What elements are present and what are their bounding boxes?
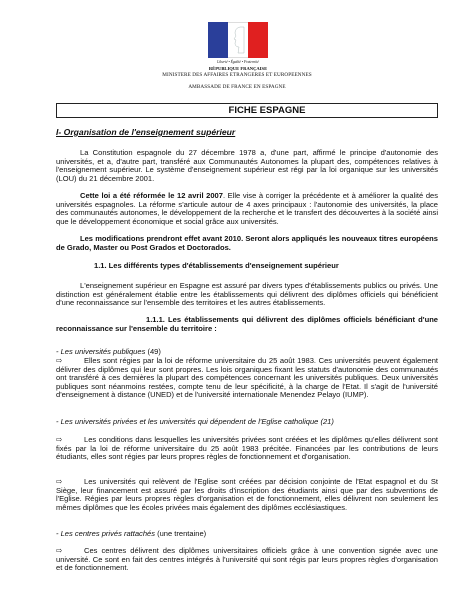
paragraph-eglise: ⇨ Les universités qui relèvent de l'Eglise sont créées par décision conjointe de l'Etat espagnol et du St Siège, leur financement est assuré par les droits d'inscription des étudiants ainsi que par des subventions de l'Eglise. Régies par leurs propres règles d'organisation et de fonctionnement, elles délivrent non seulement les mêmes diplômes que les écoles privées mais également des diplômes ecclésiastiques. — [56, 477, 438, 512]
paragraph-enseignement: L'enseignement supérieur en Espagne est assuré par divers types d'établissements publics ou privés. Une distinction est généralement établie entre les établissements qui délivrent des diplômes officiels qui bénéficient d'une reconnaissance sur l'ensemble des territoires et les autres établissements. — [56, 281, 438, 308]
paragraph-constitution: La Constitution espagnole du 27 décembre 1978 a, d'une part, affirmé le principe d'autonomie des universités, et a, d'autre part, transféré aux Communautés Autonomes la plupart des, compétences relatives à l'enseignement supérieur. Le système d'enseignement supérieur est régi par la loi organique sur les universités (LOU) du 21 décembre 2001. — [56, 148, 438, 183]
arrow-icon: ⇨ — [56, 356, 63, 365]
arrow-icon: ⇨ — [56, 477, 63, 486]
label-centres-prives: - Les centres privés rattachés (une trentaine) — [56, 529, 207, 538]
document-title-box — [56, 103, 438, 118]
ministry-name: MINISTERE DES AFFAIRES ETRANGERES ET EUROPEENNES — [162, 72, 312, 78]
arrow-icon: ⇨ — [56, 546, 63, 555]
french-flag-icon — [208, 22, 268, 58]
arrow-icon: ⇨ — [56, 435, 63, 444]
marianne-profile-icon — [231, 25, 245, 55]
subheading-diplomes: 1.1.1. Les établissements qui délivrent des diplômes officiels bénéficiant d'une reconnaissance sur l'ensemble du territoire : — [56, 315, 438, 333]
republic-name: RÉPUBLIQUE FRANÇAISE — [208, 66, 268, 71]
paragraph-publiques: ⇨ Elles sont régies par la loi de réforme universitaire du 25 août 1983. Ces universités peuvent également délivrer des diplômes qui leur sont propres. Les lois organiques fixant les statuts d'autonomie des communautés ont transféré à ces dernières la plupart des compétences concernant les universités publiques. Deux universités publiques sont néanmoins restées, compte tenu de leur spécificité, à la charge de l'Etat. Il s'agit de l'université d'enseignement à distance (UNED) et de l'université internationale Menendez Pelayo (IUMP). — [56, 356, 438, 400]
paragraph-reform: Cette loi a été réformée le 12 avril 2007. Elle vise à corriger la précédente et à améliorer la qualité des universités espagnoles. La réforme s'articule autour de 4 axes principaux : l'autonomie des universités, la place des communautés autonomes, le développement de la recherche et le transfert des découvertes à la société ainsi que le développement économique et social grâce aux universités. — [56, 191, 438, 226]
label-universites-publiques: - Les universités publiques (49) — [56, 347, 161, 356]
paragraph-modifications: Les modifications prendront effet avant 2010. Seront alors appliqués les nouveaux titres européens de Grado, Master ou Post Grados et Doctorados. — [56, 234, 438, 252]
paragraph-centres: ⇨ Ces centres délivrent des diplômes universitaires officiels grâce à une convention signée avec une université. Ce sont en fait des centres intégrés à l'université qui sont régis par leurs propres règles d'organisation et de fonctionnement. — [56, 546, 438, 573]
section-heading: I- Organisation de l'enseignement supérieur — [56, 127, 236, 137]
document-title: FICHE ESPAGNE — [228, 105, 306, 116]
subheading-types: 1.1. Les différents types d'établissements d'enseignement supérieur — [94, 261, 339, 270]
embassy-name: AMBASSADE DE FRANCE EN ESPAGNE — [188, 84, 286, 90]
paragraph-privees: ⇨ Les conditions dans lesquelles les universités privées sont créées et les diplômes qu'elles délivrent sont fixés par la loi de réforme universitaire du 25 août 1983 précitée. Financées par les contributions de leurs étudiants, elles sont régies par leurs propres règles de fonctionnement et d'organisation. — [56, 435, 438, 462]
label-universites-privees: - Les universités privées et les universités qui dépendent de l'Eglise catholique (21) — [56, 417, 334, 426]
republic-motto: Liberté • Égalité • Fraternité — [217, 60, 259, 64]
